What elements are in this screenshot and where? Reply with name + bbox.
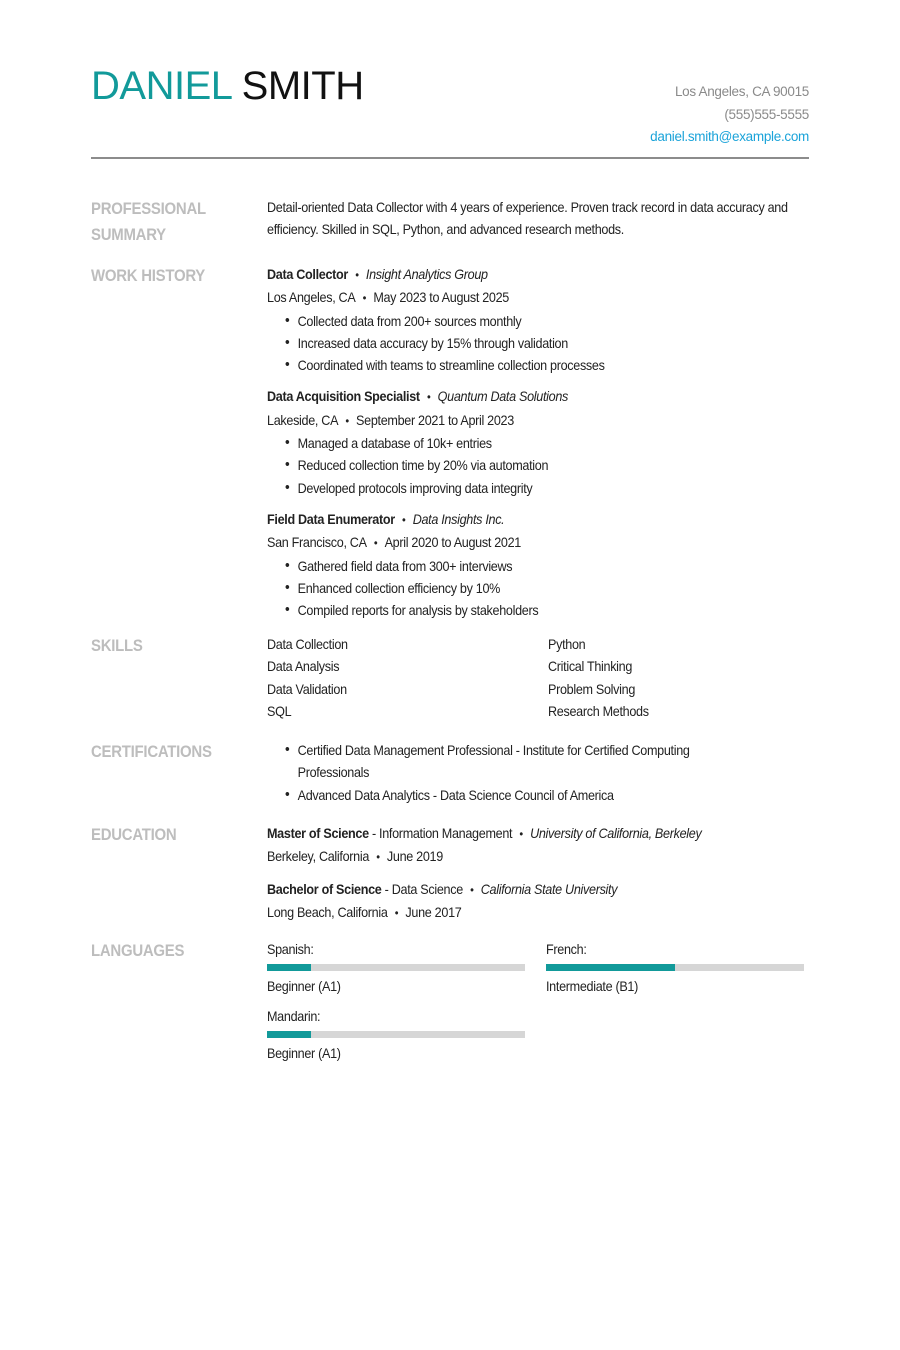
summary-text: Detail-oriented Data Collector with 4 years of experience. Proven track record in data accuracy and efficiency. Skilled in SQL, Python, and advanced research methods. [267,199,788,238]
bullet-item: • Coordinated with teams to streamline collection processes [285,354,807,376]
school-location: Long Beach, California [267,903,388,920]
education-entry [267,822,807,869]
separator-dot: • [470,882,474,897]
job-title: Field Data Enumerator [267,510,395,527]
separator-dot: • [402,512,406,527]
header-divider [91,157,809,159]
separator-dot: • [355,268,359,282]
proficiency-fill [546,964,675,971]
job-title: Data Collector [267,266,349,282]
skill-item: Research Methods [548,702,649,719]
job-location: Lakeside, CA [267,411,339,428]
job-header [267,508,807,531]
bullet-item: • Managed a database of 10k+ entries [285,432,807,454]
bullet-item: • Compiled reports for analysis by stakeholders [285,599,807,621]
bullet-item: • Enhanced collection efficiency by 10% [285,577,807,599]
separator-dot: • [426,390,431,405]
job-entry [267,385,807,498]
skill-item: Data Collection [267,636,348,652]
first-name: DANIEL [91,64,232,108]
separator-dot: • [373,536,378,551]
resume-page [91,0,809,1061]
company-name: Insight Analytics Group [365,266,488,282]
phone: (555)555-5555 [724,106,809,122]
skill-item: SQL [267,702,292,719]
graduation-date: June 2019 [386,848,443,865]
education-meta [267,901,807,924]
school-name: University of California, Berkeley [530,825,702,841]
candidate-name [91,62,364,110]
job-bullets [267,310,807,377]
section-title: CERTIFICATIONS [91,742,212,761]
bullet-item: • Increased data accuracy by 15% through validation [285,332,807,354]
language-item [267,1005,525,1064]
last-name: SMITH [241,64,364,108]
languages-grid [267,938,809,1064]
bullet-item: • Reduced collection time by 20% via automation [285,454,807,476]
field-of-study: - Data Science [381,880,463,897]
separator-dot: • [345,413,349,428]
field-of-study: - Information Management [368,825,513,841]
graduation-date: June 2017 [405,903,462,920]
proficiency-level: Intermediate (B1) [546,978,638,994]
job-header [267,385,807,408]
company-name: Data Insights Inc. [412,510,505,527]
job-meta [267,409,807,432]
job-header [267,263,807,286]
contact-info [650,81,809,149]
skill-item: Python [548,636,586,652]
proficiency-level: Beginner (A1) [267,978,341,994]
address: Los Angeles, CA 90015 [674,84,809,99]
proficiency-fill [267,1031,311,1038]
job-meta [267,531,807,554]
language-item [546,938,804,997]
bullet-item: • Collected data from 200+ sources monthly [285,310,807,332]
certification-item: • Certified Data Management Professional - Institute for Certified Computing Professionals [285,739,753,784]
section-body [267,822,809,933]
section-title: PROFESSIONAL SUMMARY [91,199,206,244]
degree: Master of Science [267,825,369,841]
skill-item: Problem Solving [548,680,636,697]
job-bullets [267,555,807,622]
school-location: Berkeley, California [267,848,370,865]
section-body [267,633,809,722]
education-header [267,878,807,901]
education-meta [267,845,807,868]
job-dates: September 2021 to April 2023 [356,411,514,428]
job-dates: May 2023 to August 2025 [373,289,509,306]
bullet-item: • Developed protocols improving data integrity [285,477,807,499]
language-name: Spanish: [267,941,314,957]
certification-item: • Advanced Data Analytics - Data Science Council of America [285,784,807,806]
proficiency-fill [267,964,311,971]
email-link[interactable]: daniel.smith@example.com [650,129,809,144]
separator-dot: • [519,827,523,841]
section-body [267,938,809,1064]
section-title: EDUCATION [91,825,177,844]
bullet-item: • Gathered field data from 300+ interviews [285,555,807,577]
proficiency-bar [267,1031,525,1038]
school-name: California State University [480,880,618,897]
skill-item: Data Analysis [267,658,340,675]
section-title: LANGUAGES [91,941,185,960]
section-body [267,263,809,630]
section-body [267,196,809,241]
job-location: San Francisco, CA [267,534,367,551]
separator-dot: • [362,291,367,306]
section-body [267,739,809,806]
language-name: Mandarin: [267,1008,321,1024]
skill-item: Data Validation [267,680,347,697]
job-location: Los Angeles, CA [267,289,356,306]
skill-item: Critical Thinking [548,658,633,675]
skills-grid [267,633,809,722]
education-header [267,822,807,845]
skills-column-right [548,633,809,722]
language-name: French: [546,941,587,957]
education-entry [267,878,807,925]
language-item [267,938,525,997]
proficiency-bar [546,964,804,971]
job-meta [267,286,807,309]
job-entry [267,508,807,621]
job-bullets [267,432,807,499]
certification-list [267,739,807,806]
proficiency-level: Beginner (A1) [267,1045,341,1061]
separator-dot: • [376,850,380,865]
separator-dot: • [394,905,399,920]
degree: Bachelor of Science [267,880,382,897]
job-dates: April 2020 to August 2021 [384,534,522,551]
job-entry [267,263,807,376]
section-title: WORK HISTORY [91,266,206,285]
proficiency-bar [267,964,525,971]
section-title: SKILLS [91,636,143,655]
company-name: Quantum Data Solutions [437,388,569,405]
job-title: Data Acquisition Specialist [267,388,420,405]
resume-header [91,0,809,160]
skills-column-left [267,633,548,722]
